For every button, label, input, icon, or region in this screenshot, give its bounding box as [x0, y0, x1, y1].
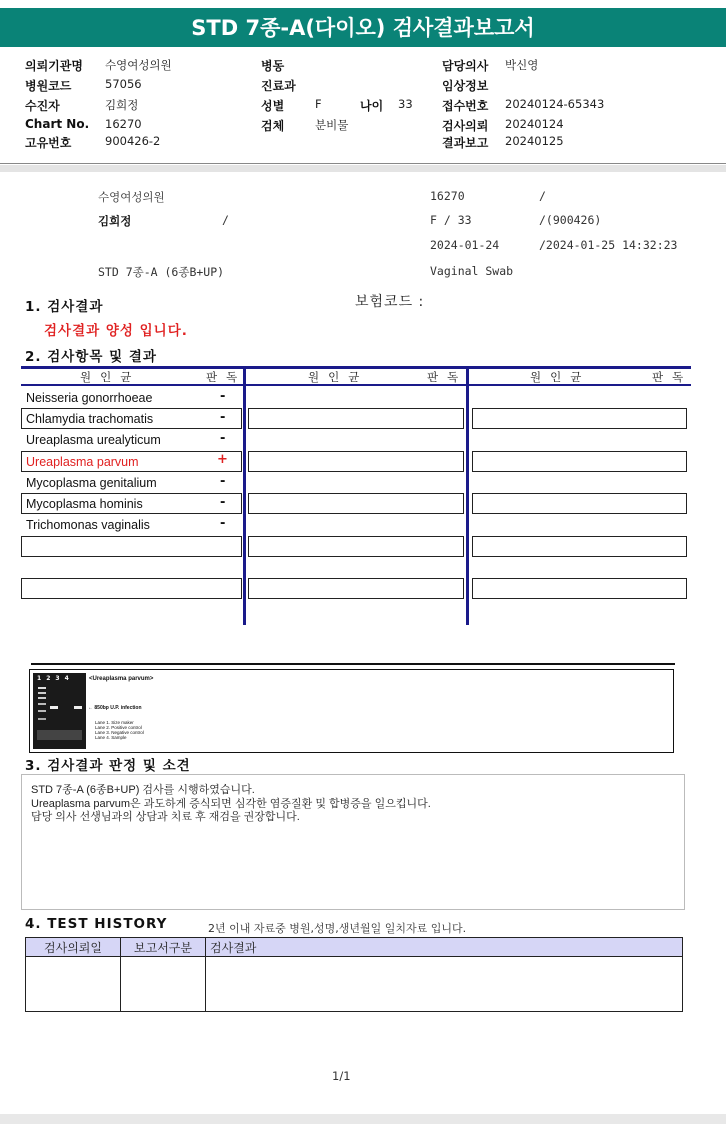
history-cell: [121, 957, 206, 1012]
label-sex: 성별: [261, 99, 285, 113]
gel-electrophoresis-image: [33, 673, 86, 749]
col-organism-header-2: 원인균: [308, 370, 369, 384]
section1-title: 1. 검사결과: [25, 299, 104, 315]
ladder-band: [38, 703, 46, 705]
summary-hospital: 수영여성의원: [98, 190, 165, 204]
label-clinical-info: 임상정보: [442, 79, 489, 93]
organism-row-4-positive: Ureaplasma parvum: [26, 455, 139, 469]
col2-box-3: [248, 493, 464, 514]
value-unique-no: 900426-2: [105, 134, 161, 148]
section3-title: 3. 검사결과 판정 및 소견: [25, 758, 191, 774]
sample-band: [74, 706, 82, 709]
result-row-5: -: [220, 474, 226, 489]
organism-row-3: Ureaplasma urealyticum: [26, 433, 161, 447]
label-doctor: 담당의사: [442, 59, 489, 73]
summary-patient: 김희정: [98, 214, 132, 228]
column-divider-2: [466, 366, 469, 625]
section4-title: 4. TEST HISTORY: [25, 916, 168, 932]
comment-line-1: STD 7종-A (6종B+UP) 검사를 시행하였습니다.: [31, 784, 255, 796]
summary-test: STD 7종-A (6종B+UP): [98, 265, 225, 279]
primer-dimer-band: [37, 730, 82, 740]
insurance-code-label: 보험코드 :: [355, 294, 425, 310]
result-row-7: -: [220, 516, 226, 531]
value-request-date: 20240124: [505, 117, 564, 131]
result-row-3: -: [220, 431, 226, 446]
label-unique-no: 고유번호: [25, 136, 72, 150]
organism-row-7: Trichomonas vaginalis: [26, 518, 150, 532]
page-bottom-band: [0, 1114, 726, 1124]
value-patient: 김희정: [105, 98, 139, 112]
col2-box-5: [248, 578, 464, 599]
gel-title: <Ureaplasma parvum>: [89, 676, 154, 682]
organism-row-5: Mycoplasma genitalium: [26, 476, 157, 490]
label-age: 나이: [360, 99, 384, 113]
summary-chart: 16270: [430, 189, 465, 203]
history-cell: [206, 957, 683, 1012]
col-result-header-2: 판독: [427, 370, 468, 384]
result-row-6: -: [220, 495, 226, 510]
gel-legend: Lane 1. Size maker Lane 2. Positive control Lane 3. Negative control Lane 4. Sample: [95, 720, 144, 740]
history-table: [25, 937, 683, 1012]
col2-box-4: [248, 536, 464, 557]
summary-sex-age: F / 33: [430, 213, 472, 227]
value-chart-no: 16270: [105, 117, 142, 131]
value-specimen: 분비물: [315, 118, 349, 132]
label-report-date: 결과보고: [442, 136, 489, 150]
gel-top-rule: [31, 663, 675, 665]
gel-band-label: ← 850bp U.P. infection: [88, 705, 142, 711]
col2-box-1: [248, 408, 464, 429]
ladder-band: [38, 692, 46, 694]
label-request-date: 검사의뢰: [442, 119, 489, 133]
organism-row-2: Chlamydia trachomatis: [26, 412, 154, 426]
col3-box-1: [472, 408, 687, 429]
summary-specimen: Vaginal Swab: [430, 264, 514, 278]
value-hospital: 수영여성의원: [105, 58, 172, 72]
row-box-5: [21, 578, 242, 599]
section2-title: 2. 검사항목 및 결과: [25, 349, 157, 365]
result-row-4-positive: +: [217, 452, 228, 467]
ladder-band: [38, 697, 46, 699]
organism-row-1: Neisseria gonorrhoeae: [26, 391, 153, 405]
label-specimen: 검체: [261, 119, 285, 133]
column-divider-1: [243, 366, 246, 625]
col-organism-header-1: 원인균: [80, 370, 141, 384]
label-hospital: 의뢰기관명: [25, 59, 83, 73]
header-divider: [0, 163, 726, 164]
comment-line-3: 담당 의사 선생님과의 상담과 치료 후 재검을 권장합니다.: [31, 811, 300, 823]
col3-box-3: [472, 493, 687, 514]
row-box-4: [21, 536, 242, 557]
positive-control-band: [50, 706, 58, 709]
summary-id: /(900426): [539, 213, 602, 227]
history-note: 2년 이내 자료중 병원,성명,생년월일 일치자료 입니다.: [208, 922, 467, 935]
col3-box-2: [472, 451, 687, 472]
label-patient: 수진자: [25, 99, 60, 113]
label-hospital-code: 병원코드: [25, 79, 72, 93]
value-age: 33: [398, 97, 413, 111]
col-result-header-1: 판독: [206, 370, 247, 384]
result-row-2: -: [220, 410, 226, 425]
col3-box-5: [472, 578, 687, 599]
value-report-date: 20240125: [505, 134, 564, 148]
label-receipt-no: 접수번호: [442, 99, 489, 113]
value-sex: F: [315, 97, 322, 111]
history-col-request-date: 검사의뢰일: [26, 938, 121, 957]
label-ward: 병동: [261, 59, 285, 73]
header-band: [0, 165, 726, 172]
result-row-1: -: [220, 389, 226, 404]
summary-date-request: 2024-01-24: [430, 238, 500, 252]
value-doctor: 박신영: [505, 58, 539, 72]
col3-box-4: [472, 536, 687, 557]
label-chart-no: Chart No.: [25, 117, 90, 131]
history-cell: [26, 957, 121, 1012]
col-organism-header-3: 원인균: [530, 370, 591, 384]
summary-slash-2: /: [222, 213, 229, 227]
page-number: 1/1: [332, 1069, 351, 1083]
organism-row-6: Mycoplasma hominis: [26, 497, 143, 511]
label-department: 진료과: [261, 79, 296, 93]
ladder-band: [38, 718, 46, 720]
ladder-band: [38, 710, 46, 712]
positive-result-text: 검사결과 양성 입니다.: [44, 323, 188, 339]
gel-lane-numbers: 1234: [37, 675, 74, 682]
col-result-header-3: 판독: [652, 370, 693, 384]
value-hospital-code: 57056: [105, 77, 142, 91]
ladder-band: [38, 687, 46, 689]
summary-date-report: /2024-01-25 14:32:23: [539, 238, 678, 252]
col2-box-2: [248, 451, 464, 472]
summary-slash: /: [539, 189, 546, 203]
value-receipt-no: 20240124-65343: [505, 97, 605, 111]
comment-line-2: Ureaplasma parvum은 과도하게 증식되면 심각한 염증질환 및 합병증을 일으킵니다.: [31, 798, 431, 810]
report-title: STD 7종-A(다이오) 검사결과보고서: [0, 8, 726, 47]
history-col-result: 검사결과: [206, 938, 683, 957]
history-col-report-type: 보고서구분: [121, 938, 206, 957]
